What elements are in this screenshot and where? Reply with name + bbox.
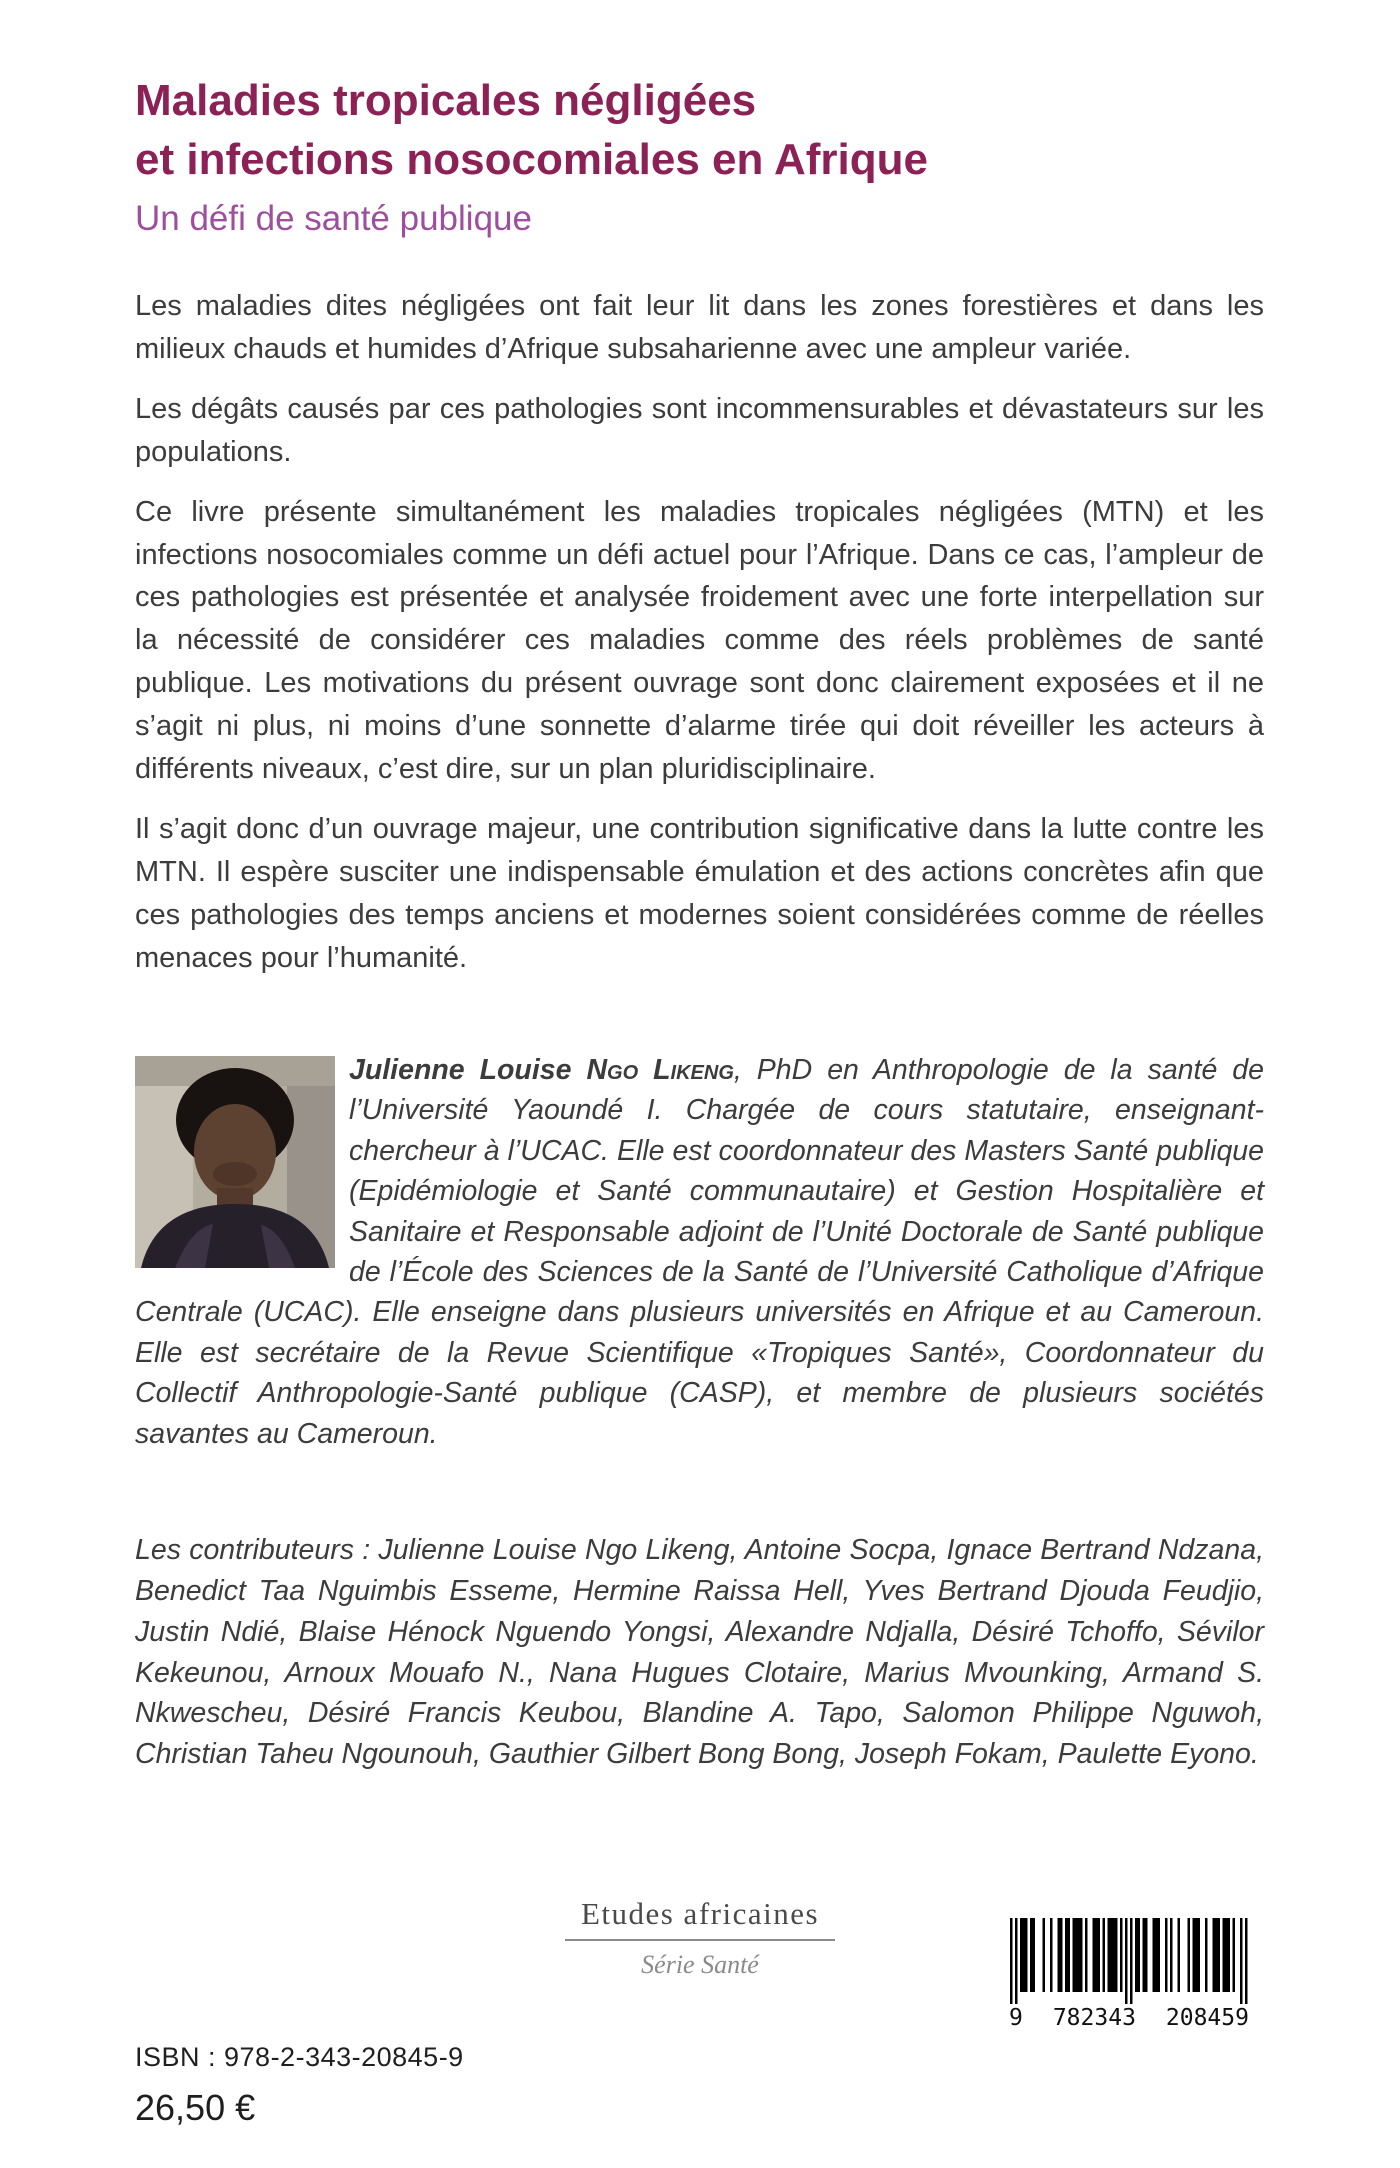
series-name: Série Santé: [641, 1950, 759, 1979]
imprint-block: [135, 2042, 464, 2129]
author-name: Julienne Louise Ngo Likeng: [349, 1053, 734, 1086]
contributors-text: Les contributeurs : Julienne Louise Ngo Likeng, Antoine Socpa, Ignace Bertrand Ndzana, Benedict Taa Nguimbis Esseme, Hermine Raissa Hell, Yves Bertrand Djouda Feudjio, Justin Ndié, Blaise Hénock Nguendo Yongsi, Alexandre Ndjalla, Désiré Tchoffo, Sévilor Kekeunou, Arnoux Mouafo N., Nana Hugues Clotaire, Marius Mvounking, Armand S. Nkwescheu, Désiré Francis Keubou, Blandine A. Tapo, Salomon Philippe Nguwoh, Christian Taheu Ngounouh, Gauthier Gilbert Bong Bong, Joseph Fokam, Paulette Eyono.: [135, 1534, 1264, 1771]
synopsis-paragraph-4: Il s’agit donc d’un ouvrage majeur, une contribution significative dans la lutte contre les MTN. Il espère susciter une indispensable émulation et des actions concrètes afin que ces pathologies des temps anciens et modernes soient considérées comme de réelles menaces pour l’humanité.: [135, 813, 1264, 974]
book-title-line2: et infections nosocomiales en Afrique: [135, 134, 928, 184]
author-bio-body: , PhD en Anthropologie de la santé de l’Université Yaoundé I. Chargée de cours statutaire, enseignant-chercheur à l’UCAC. Elle est coordonnateur des Masters Santé publique (Epidémiologie et Santé communautaire) et Gestion Hospitalière et Sanitaire et Responsable adjoint de l’Unité Doctorale de Santé publique de l’École des Sciences de la Santé de l’Université Catholique d’Afrique Centrale (UCAC). Elle enseigne dans plusieurs universités en Afrique et au Cameroun. Elle est secrétaire de la Revue Scientifique «Tropiques Santé», Coordonnateur du Collectif Anthropologie-Santé publique (CASP), et membre de plusieurs sociétés savantes au Cameroun.: [135, 1053, 1264, 1450]
contributors-section: [135, 1530, 1264, 1775]
synopsis: [135, 285, 1264, 980]
barcode: [1004, 1916, 1254, 2033]
synopsis-paragraph-3: Ce livre présente simultanément les maladies tropicales négligées (MTN) et les infections nosocomiales comme un défi actuel pour l’Afrique. Dans ce cas, l’ampleur de ces pathologies est présentée et analysée froidement avec une forte interpellation sur la nécessité de considérer ces maladies comme des réels problèmes de santé publique. Les motivations du présent ouvrage sont donc clairement exposées et il ne s’agit ni plus, ni moins d’une sonnette d’alarme tirée qui doit réveiller les acteurs à différents niveaux, c’est dire, sur un plan pluridisciplinaire.: [135, 495, 1264, 786]
book-title: [135, 72, 1264, 189]
book-title-line1: Maladies tropicales négligées: [135, 76, 757, 125]
author-photo: [135, 1056, 335, 1268]
book-subtitle: Un défi de santé publique: [135, 199, 532, 239]
synopsis-paragraph-1: Les maladies dites négligées ont fait leur lit dans les zones forestières et dans les milieux chauds et humides d’Afrique subsaharienne avec une ampleur variée.: [135, 290, 1264, 365]
price-text: 26,50 €: [135, 2087, 256, 2128]
barcode-digits: [1009, 2005, 1249, 2031]
author-bio: [135, 1050, 1264, 1455]
title-block: [135, 72, 1264, 239]
isbn-text: ISBN : 978-2-343-20845-9: [135, 2042, 464, 2072]
collection-name: Etudes africaines: [565, 1896, 835, 1941]
barcode-digit-group-1: 9: [1009, 2005, 1023, 2031]
synopsis-paragraph-2: Les dégâts causés par ces pathologies sont incommensurables et dévastateurs sur les populations.: [135, 392, 1264, 468]
barcode-digit-group-2: 782343: [1052, 2005, 1136, 2031]
barcode-digit-group-3: 208459: [1165, 2005, 1249, 2031]
barcode-bars: [1010, 1918, 1248, 2004]
author-photo-image: [135, 1056, 335, 1268]
